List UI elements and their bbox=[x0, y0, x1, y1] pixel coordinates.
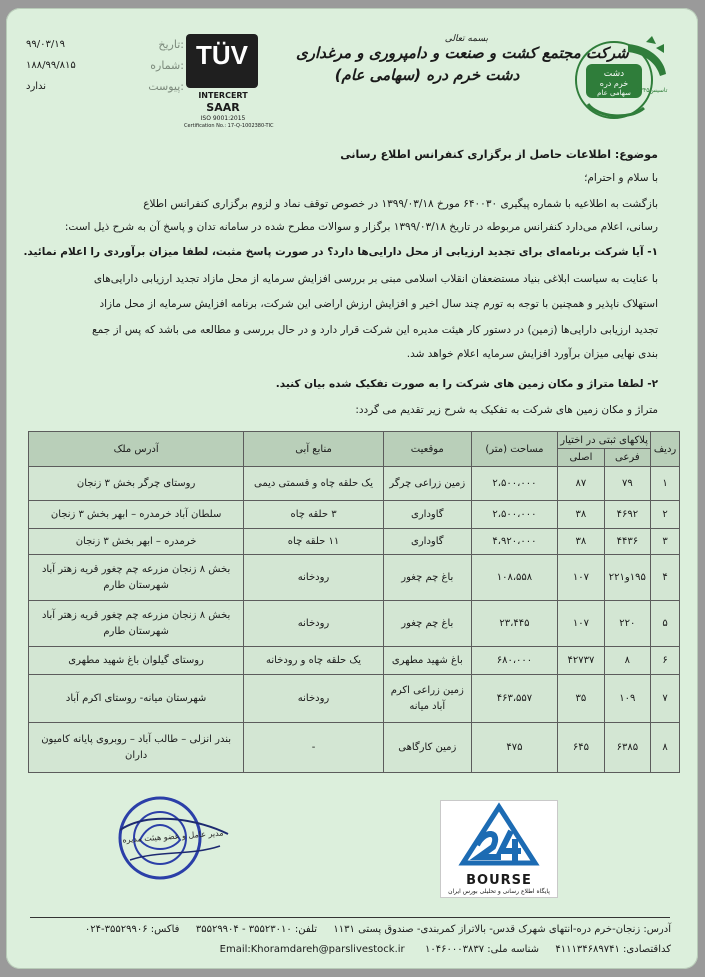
answer-1-line-2: استهلاک ناپذیر و همچنین با توجه به تورم چند سال اخیر و افزایش ارزش اراضی این شرکت، برنامه افزایش سرمایه از محل مازاد bbox=[99, 298, 658, 310]
footer-divider bbox=[30, 917, 670, 918]
table-row bbox=[29, 467, 680, 501]
cell-water: رودخانه bbox=[244, 675, 384, 723]
cell-sub: ۷۹ bbox=[604, 467, 650, 501]
cell-address: سلطان آباد خرمدره – ابهر بخش ۳ زنجان bbox=[29, 501, 244, 529]
signature-title: مدیر عامل و عضو هیئت مدیره bbox=[122, 828, 224, 845]
company-subname: دشت خرم دره (سهامی عام) bbox=[334, 66, 520, 84]
bismillah: بسمه تعالی bbox=[444, 34, 488, 44]
intro-line-2: رسانی، اعلام می‌دارد کنفرانس مربوطه در تاریخ ۱۳۹۹/۰۳/۱۸ برگزار و سوالات مطرح شده در سامانه تدان و پاسخ آن به شرح ذیل است: bbox=[64, 221, 658, 233]
cell-area: ۴۷۵ bbox=[471, 723, 558, 773]
footer-codes-row bbox=[31, 944, 671, 955]
cell-address: روستای گیلوان باغ شهید مطهری bbox=[29, 647, 244, 675]
answer-1-line-3: تجدید ارزیابی دارایی‌ها (زمین) در دستور کار هیئت مدیره این شرکت قرار دارد و در حال بررسی و مطالعه می باشد که پس از جمع bbox=[92, 324, 658, 336]
cell-row: ۵ bbox=[651, 601, 680, 647]
footer-email[interactable]: Email:Khoramdareh@parslivestock.ir bbox=[219, 944, 405, 955]
table-row bbox=[29, 501, 680, 529]
subject: موضوع: اطلاعات حاصل از برگزاری کنفرانس اطلاع رسانی bbox=[340, 148, 658, 161]
cell-row: ۶ bbox=[651, 647, 680, 675]
bourse-24-icon bbox=[441, 801, 557, 873]
logo-text-3: سهامی عام bbox=[597, 89, 631, 97]
logo-text-2: خرم دره bbox=[599, 79, 629, 88]
signature-stamp bbox=[110, 790, 230, 886]
company-logo bbox=[568, 34, 672, 124]
table-row bbox=[29, 601, 680, 647]
cell-main: ۶۴۵ bbox=[558, 723, 604, 773]
question-2: ۲- لطفا متراژ و مکان زمین های شرکت را به صورت تفکیک شده بیان کنید. bbox=[275, 378, 658, 390]
header-values bbox=[26, 34, 116, 97]
tuv-mark: TÜV bbox=[196, 40, 248, 70]
intro-line-1: بازگشت به اطلاعیه با شماره پیگیری ۶۴۰۰۳۰ مورخ ۱۳۹۹/۰۳/۱۸ در خصوص توقف نماد و لزوم برگزاری کنفرانس اطلاع bbox=[143, 198, 658, 210]
cell-location: زمین کارگاهی bbox=[383, 723, 471, 773]
cell-main: ۴۲۷۳۷ bbox=[558, 647, 604, 675]
logo-year: تاسیس۱۳۴۵ bbox=[636, 87, 668, 94]
cell-row: ۲ bbox=[651, 501, 680, 529]
cell-row: ۸ bbox=[651, 723, 680, 773]
header-area: مساحت (متر) bbox=[471, 432, 558, 467]
answer-1-line-1: با عنایت به سیاست ابلاغی بنیاد مستضعفان انقلاب اسلامی مبنی بر بررسی افزایش سرمایه از محل مازاد تجدید ارزیابی دارایی‌های bbox=[93, 273, 658, 285]
header-row-number: ردیف bbox=[651, 432, 680, 467]
number-value: ۱۸۸/۹۹/۸۱۵ bbox=[26, 60, 76, 71]
answer-2: متراژ و مکان زمین های شرکت به تفکیک به شرح زیر تقدیم می گردد: bbox=[355, 404, 658, 416]
cell-address: خرمدره – ابهر بخش ۳ زنجان bbox=[29, 529, 244, 555]
cell-row: ۷ bbox=[651, 675, 680, 723]
attachment-label: پیوست: bbox=[148, 80, 184, 93]
bourse-logo bbox=[440, 800, 558, 898]
date-label: تاریخ: bbox=[158, 38, 184, 51]
cell-water: یک حلقه چاه و قسمتی دیمی bbox=[244, 467, 384, 501]
cell-sub: ۴۴۳۶ bbox=[604, 529, 650, 555]
cell-sub: ۸ bbox=[604, 647, 650, 675]
tuv-intercert: INTERCERT bbox=[198, 91, 248, 100]
footer-fax: فاکس: ۳۵۵۲۹۹۰۶-۰۲۴ bbox=[84, 924, 180, 935]
cell-row: ۳ bbox=[651, 529, 680, 555]
header-main: اصلی bbox=[558, 449, 604, 467]
cell-row: ۱ bbox=[651, 467, 680, 501]
company-name-block bbox=[296, 34, 629, 84]
header-plaques: پلاکهای ثبتی در اختیار bbox=[558, 432, 651, 449]
answer-1-line-4: بندی نهایی میزان برآورد افزایش سرمایه اعلام خواهد شد. bbox=[406, 348, 658, 360]
cell-main: ۳۵ bbox=[558, 675, 604, 723]
bourse-tagline: پایگاه اطلاع رسانی و تحلیلی بورس ایران bbox=[448, 888, 550, 895]
header-sub: فرعی bbox=[604, 449, 650, 467]
cell-address: بخش ۸ زنجان مزرعه چم چغور قریه زهتر آباد شهرستان طارم bbox=[29, 555, 244, 601]
cell-address: بندر انزلی – طالب آباد – روبروی پایانه کامیون داران bbox=[29, 723, 244, 773]
cell-area: ۲۳،۴۴۵ bbox=[471, 601, 558, 647]
header-location: موقعیت bbox=[383, 432, 471, 467]
question-1: ۱- آیا شرکت برنامه‌ای برای تجدید ارزیابی از محل دارایی‌ها دارد؟ در صورت پاسخ مثبت، لطفا میزان برآوردی را اعلام نمائید. bbox=[23, 246, 658, 258]
cell-address: شهرستان میانه- روستای اکرم آباد bbox=[29, 675, 244, 723]
cell-area: ۲،۵۰۰،۰۰۰ bbox=[471, 467, 558, 501]
greeting: با سلام و احترام؛ bbox=[584, 172, 658, 184]
header-water: منابع آبی bbox=[244, 432, 384, 467]
tuv-logo bbox=[184, 34, 274, 130]
tuv-cert: Certification No.: 17-Q-1002380-TIC bbox=[184, 123, 274, 129]
tuv-box bbox=[186, 34, 258, 88]
cell-water: رودخانه bbox=[244, 601, 384, 647]
tuv-iso: ISO 9001:2015 bbox=[200, 115, 246, 122]
cell-location: زمین زراعی اکرم آباد میانه bbox=[383, 675, 471, 723]
cell-main: ۱۰۷ bbox=[558, 601, 604, 647]
cell-sub: ۴۶۹۲ bbox=[604, 501, 650, 529]
cell-location: باغ چم چغور bbox=[383, 601, 471, 647]
cell-main: ۱۰۷ bbox=[558, 555, 604, 601]
cell-area: ۲،۵۰۰،۰۰۰ bbox=[471, 501, 558, 529]
cell-sub: ۱۰۹ bbox=[604, 675, 650, 723]
table-row bbox=[29, 647, 680, 675]
cell-location: باغ چم چغور bbox=[383, 555, 471, 601]
cell-water: یک حلقه چاه و رودخانه bbox=[244, 647, 384, 675]
cell-water: ۱۱ حلقه چاه bbox=[244, 529, 384, 555]
header-labels bbox=[126, 34, 184, 97]
cell-location: گاوداری bbox=[383, 501, 471, 529]
table-row bbox=[29, 675, 680, 723]
cell-address: بخش ۸ زنجان مزرعه چم چغور قریه زهتر آباد شهرستان طارم bbox=[29, 601, 244, 647]
footer-address-row bbox=[31, 924, 671, 935]
tuv-saar: SAAR bbox=[206, 101, 240, 114]
cell-main: ۳۸ bbox=[558, 529, 604, 555]
footer-economic-code: کداقتصادی: ۴۱۱۱۳۴۶۸۹۷۴۱ bbox=[555, 944, 671, 955]
cell-location: زمین زراعی چرگر bbox=[383, 467, 471, 501]
table-row bbox=[29, 529, 680, 555]
table-row bbox=[29, 555, 680, 601]
cell-address: روستای چرگر بخش ۳ زنجان bbox=[29, 467, 244, 501]
date-value: ۹۹/۰۳/۱۹ bbox=[26, 39, 65, 50]
footer-national-id: شناسه ملی: ۱۰۴۶۰۰۰۳۸۳۷ bbox=[425, 944, 540, 955]
header-address: آدرس ملک bbox=[29, 432, 244, 467]
cell-area: ۴،۹۲۰،۰۰۰ bbox=[471, 529, 558, 555]
bourse-name: BOURSE bbox=[466, 873, 532, 888]
cell-water: ۳ حلقه چاه bbox=[244, 501, 384, 529]
cell-area: ۱۰۸،۵۵۸ bbox=[471, 555, 558, 601]
table-row bbox=[29, 723, 680, 773]
cell-sub: ۲۲۰ bbox=[604, 601, 650, 647]
footer-phone: تلفن: ۳۵۵۲۳۰۱۰ - ۳۵۵۲۹۹۰۴ bbox=[195, 924, 318, 935]
number-label: شماره: bbox=[150, 59, 184, 72]
cell-water: - bbox=[244, 723, 384, 773]
cell-main: ۳۸ bbox=[558, 501, 604, 529]
cell-row: ۴ bbox=[651, 555, 680, 601]
cell-area: ۶۸۰،۰۰۰ bbox=[471, 647, 558, 675]
cell-area: ۴۶۳،۵۵۷ bbox=[471, 675, 558, 723]
cell-location: باغ شهید مطهری bbox=[383, 647, 471, 675]
cell-water: رودخانه bbox=[244, 555, 384, 601]
logo-text-1: دشت bbox=[603, 69, 625, 79]
attachment-value: ندارد bbox=[26, 81, 47, 92]
company-name: شرکت مجتمع کشت و صنعت و دامپروری و مرغداری bbox=[296, 44, 629, 62]
cell-sub: ۶۳۸۵ bbox=[604, 723, 650, 773]
cell-location: گاوداری bbox=[383, 529, 471, 555]
cell-main: ۸۷ bbox=[558, 467, 604, 501]
footer-address: آدرس: زنجان-خرم دره-انتهای شهرک قدس- بالاتراز کمربندی- صندوق پستی ۱۱۳۱ bbox=[333, 924, 671, 935]
company-logo-icon bbox=[568, 34, 672, 124]
land-table bbox=[28, 431, 680, 773]
cell-sub: ۱۹۵و۲۲۱ bbox=[604, 555, 650, 601]
